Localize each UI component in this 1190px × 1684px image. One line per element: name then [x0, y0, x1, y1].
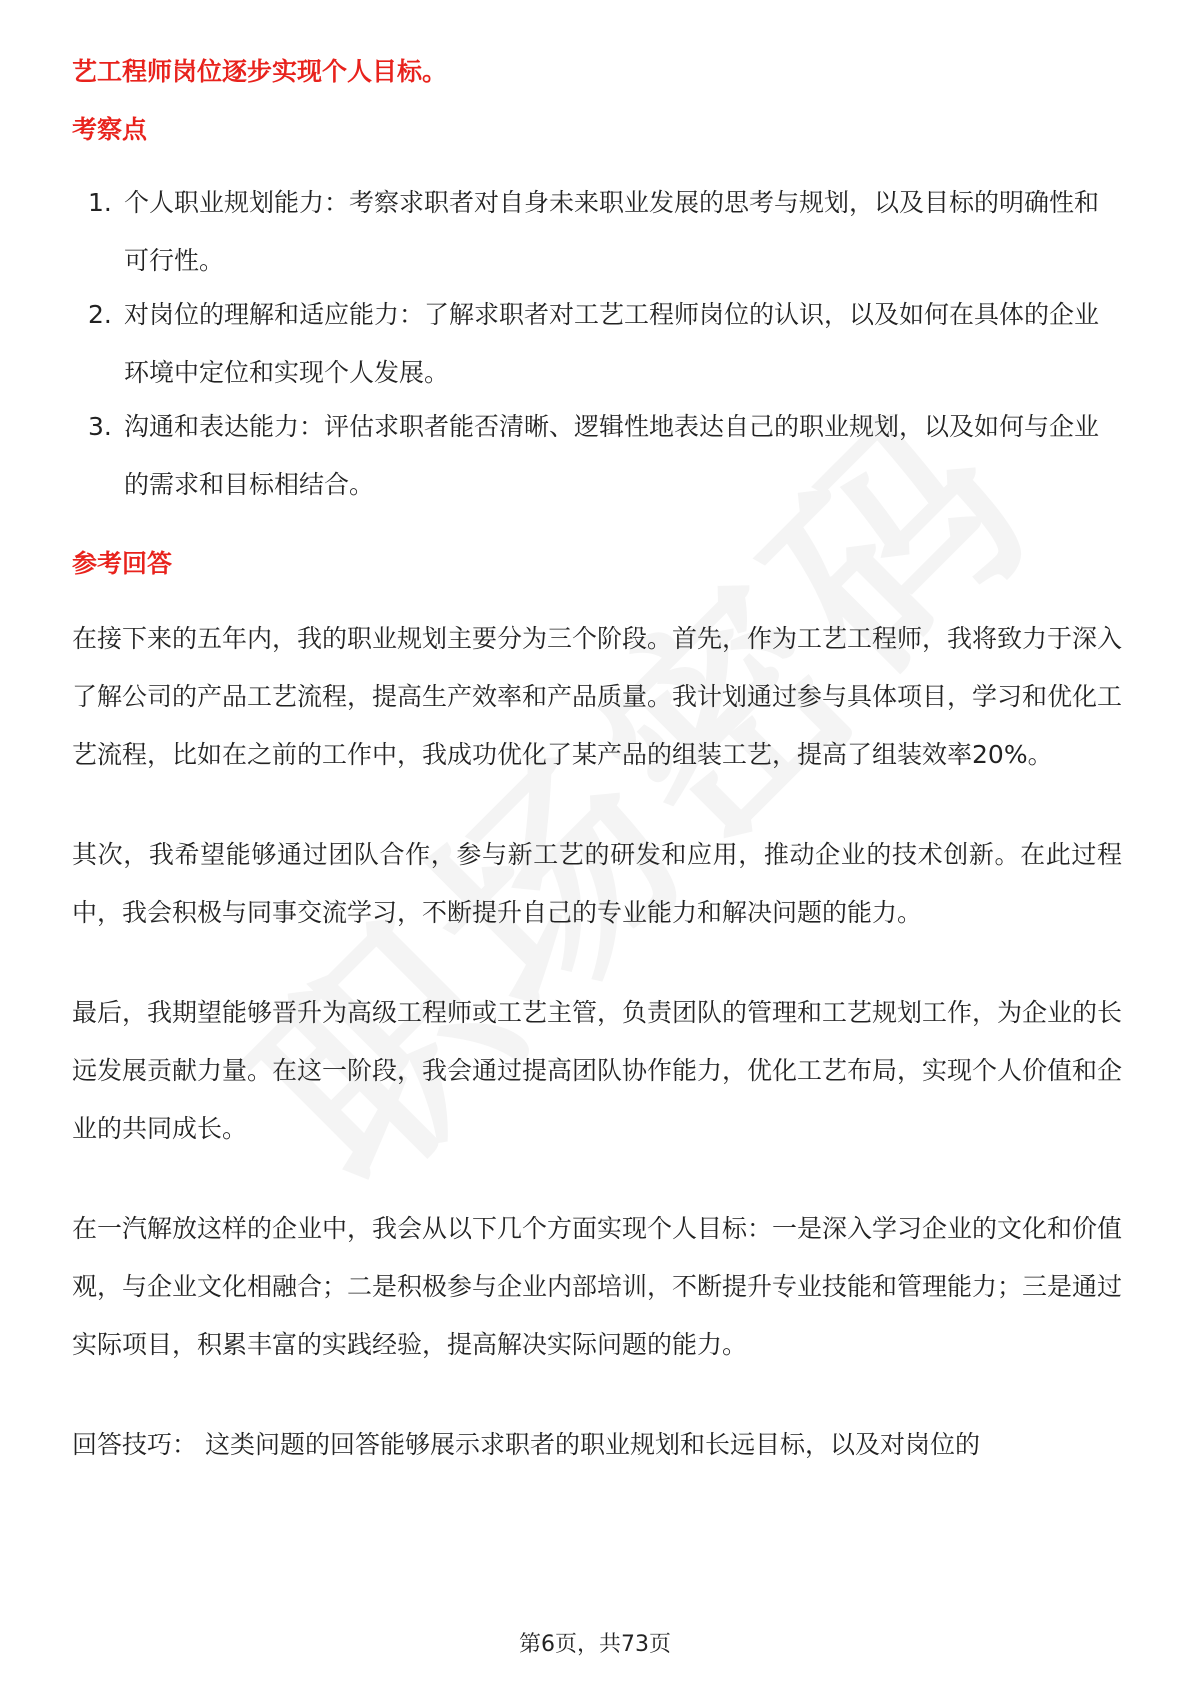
page-number-footer: 第6页，共73页 [519, 1632, 671, 1657]
list-item [72, 398, 1122, 514]
page-content [72, 44, 1122, 1474]
observe-points-list [72, 174, 1122, 514]
list-item [72, 174, 1122, 290]
answer-paragraph: 在一汽解放这样的企业中，我会从以下几个方面实现个人目标：一是深入学习企业的文化和价值观，与企业文化相融合；二是积极参与企业内部培训，不断提升专业技能和管理能力；三是通过实际项目，积累丰富的实践经验，提高解决实际问题的能力。 [72, 1214, 1123, 1359]
observe-heading: 考察点 [72, 115, 148, 144]
list-item-text: 个人职业规划能力：考察求职者对自身未来职业发展的思考与规划，以及目标的明确性和可行性。 [124, 188, 1100, 275]
list-item-number: 3. [88, 412, 112, 441]
continued-heading-line: 艺工程师岗位逐步实现个人目标。 [72, 57, 448, 86]
answer-heading: 参考回答 [72, 549, 173, 578]
answer-paragraph: 其次，我希望能够通过团队合作，参与新工艺的研发和应用，推动企业的技术创新。在此过程中，我会积极与同事交流学习，不断提升自己的专业能力和解决问题的能力。 [72, 840, 1122, 927]
list-item-text: 对岗位的理解和适应能力：了解求职者对工艺工程师岗位的认识，以及如何在具体的企业环境中定位和实现个人发展。 [124, 300, 1100, 387]
list-item-text: 沟通和表达能力：评估求职者能否清晰、逻辑性地表达自己的职业规划，以及如何与企业的需求和目标相结合。 [124, 412, 1100, 499]
answer-paragraph: 最后，我期望能够晋升为高级工程师或工艺主管，负责团队的管理和工艺规划工作，为企业的长远发展贡献力量。在这一阶段，我会通过提高团队协作能力，优化工艺布局，实现个人价值和企业的共同成长。 [72, 998, 1123, 1143]
list-item [72, 286, 1122, 402]
list-item-number: 1. [88, 188, 112, 217]
list-item-number: 2. [88, 300, 112, 329]
answer-paragraph: 在接下来的五年内，我的职业规划主要分为三个阶段。首先，作为工艺工程师，我将致力于深入了解公司的产品工艺流程，提高生产效率和产品质量。我计划通过参与具体项目，学习和优化工艺流程，比如在之前的工作中，我成功优化了某产品的组装工艺，提高了组装效率20%。 [72, 624, 1123, 769]
answer-tips-paragraph: 回答技巧： 这类问题的回答能够展示求职者的职业规划和长远目标，以及对岗位的 [72, 1430, 980, 1459]
